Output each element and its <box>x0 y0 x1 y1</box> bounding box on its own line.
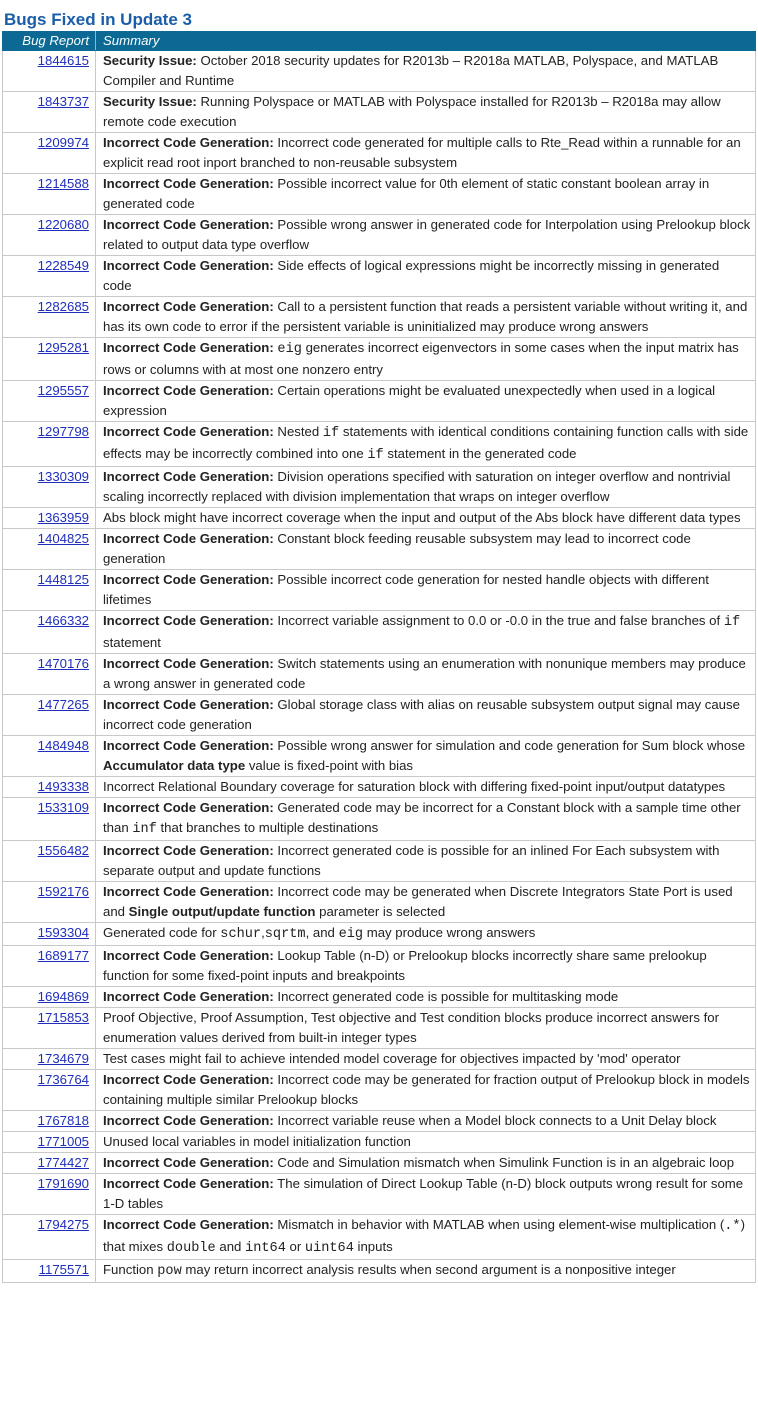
summary-bold-text: Incorrect Code Generation: <box>103 572 274 587</box>
summary-cell <box>96 1132 756 1153</box>
summary-text: Proof Objective, Proof Assumption, Test objective and Test condition blocks produce incorrect answers for enumeration values derived from built-in integer types <box>103 1010 719 1045</box>
bug-report-cell <box>3 174 96 215</box>
summary-code-text: sqrtm <box>264 927 306 942</box>
summary-code-text: pow <box>157 1264 182 1279</box>
bug-report-cell <box>3 570 96 611</box>
bug-report-cell <box>3 256 96 297</box>
table-row <box>3 736 756 777</box>
bug-report-link[interactable]: 1767818 <box>37 1113 89 1128</box>
column-header-summary: Summary <box>96 32 756 51</box>
summary-cell <box>96 654 756 695</box>
summary-text: Certain operations might be evaluated unexpectedly when used in a logical expression <box>103 383 716 418</box>
bug-report-link[interactable]: 1175571 <box>38 1262 89 1277</box>
table-row <box>3 798 756 841</box>
summary-text: The simulation of Direct Lookup Table (n-D) block outputs wrong result for some 1-D tables <box>103 1176 744 1211</box>
summary-text: Abs block might have incorrect coverage when the input and output of the Abs block have different data types <box>103 510 741 525</box>
bug-report-cell <box>3 923 96 946</box>
bug-report-link[interactable]: 1295557 <box>37 383 89 398</box>
bug-report-link[interactable]: 1228549 <box>37 258 89 273</box>
bug-report-link[interactable]: 1771005 <box>37 1134 89 1149</box>
summary-text: , <box>261 925 265 940</box>
summary-bold-text: Incorrect Code Generation: <box>103 217 274 232</box>
summary-code-text: if <box>322 426 340 441</box>
bug-report-link[interactable]: 1774427 <box>37 1155 89 1170</box>
table-row <box>3 923 756 946</box>
summary-code-text: schur <box>220 927 262 942</box>
summary-text: Unused local variables in model initialization function <box>103 1134 411 1149</box>
summary-code-text: eig <box>277 342 302 357</box>
summary-text: Incorrect code may be generated when Discrete Integrators State Port is used and <box>103 884 733 919</box>
table-row <box>3 1153 756 1174</box>
summary-bold-text: Incorrect Code Generation: <box>103 469 274 484</box>
summary-text: or <box>285 1239 305 1254</box>
table-row <box>3 215 756 256</box>
summary-bold-text: Incorrect Code Generation: <box>103 258 274 273</box>
bug-report-cell <box>3 422 96 467</box>
bug-report-link[interactable]: 1493338 <box>37 779 89 794</box>
summary-bold-text: Incorrect Code Generation: <box>103 383 274 398</box>
table-row <box>3 882 756 923</box>
bug-report-cell <box>3 736 96 777</box>
bug-report-cell <box>3 92 96 133</box>
summary-text: October 2018 security updates for R2013b – R2018a MATLAB, Polyspace, and MATLAB Compiler and Runtime <box>103 53 719 88</box>
table-row <box>3 1008 756 1049</box>
summary-text: statement in the generated code <box>383 446 577 461</box>
summary-text: Incorrect generated code is possible for multitasking mode <box>273 989 619 1004</box>
summary-code-text: inf <box>132 822 157 837</box>
summary-text: Test cases might fail to achieve intended model coverage for objectives impacted by 'mod' operator <box>103 1051 681 1066</box>
table-row <box>3 1070 756 1111</box>
bug-report-cell <box>3 508 96 529</box>
bug-report-link[interactable]: 1466332 <box>37 613 89 628</box>
bug-report-cell <box>3 338 96 381</box>
summary-cell <box>96 987 756 1008</box>
summary-text: Constant block feeding reusable subsystem may lead to incorrect code generation <box>103 531 691 566</box>
bug-report-link[interactable]: 1794275 <box>37 1217 89 1232</box>
summary-cell <box>96 529 756 570</box>
summary-cell <box>96 215 756 256</box>
summary-bold-text: Incorrect Code Generation: <box>103 697 274 712</box>
bug-report-link[interactable]: 1295281 <box>37 340 89 355</box>
bug-report-cell <box>3 946 96 987</box>
summary-bold-text: Incorrect Code Generation: <box>103 1072 274 1087</box>
summary-bold-text: Incorrect Code Generation: <box>103 656 274 671</box>
table-row <box>3 1132 756 1153</box>
summary-bold-text: Incorrect Code Generation: <box>103 1217 274 1232</box>
summary-text: statements with identical conditions containing function calls with side effects may be incorrectly combined into one <box>103 424 749 461</box>
summary-text: Division operations specified with saturation on integer overflow and nontrivial scaling incorrectly replaced with division implementation that wraps on integer overflow <box>103 469 731 504</box>
bug-report-link[interactable]: 1220680 <box>37 217 89 232</box>
summary-code-text: eig <box>338 927 364 942</box>
summary-text: Possible incorrect code generation for nested handle objects with different lifetimes <box>103 572 709 607</box>
summary-cell <box>96 611 756 654</box>
summary-code-text: uint64 <box>304 1241 354 1256</box>
summary-cell <box>96 570 756 611</box>
summary-text: Possible wrong answer in generated code for Interpolation using Prelookup block related to output data type overflow <box>103 217 751 252</box>
summary-text: Possible wrong answer for simulation and code generation for Sum block whose <box>273 738 746 753</box>
bug-table <box>2 31 756 1283</box>
summary-bold-text: Incorrect Code Generation: <box>103 531 274 546</box>
bug-report-link[interactable]: 1556482 <box>37 843 89 858</box>
summary-text: may return incorrect analysis results when second argument is a nonpositive integer <box>181 1262 676 1277</box>
summary-bold-text: Incorrect Code Generation: <box>103 884 274 899</box>
bug-report-link[interactable]: 1715853 <box>37 1010 89 1025</box>
table-body <box>3 51 756 1283</box>
table-row <box>3 92 756 133</box>
table-row <box>3 256 756 297</box>
bug-report-cell <box>3 1008 96 1049</box>
summary-text: Call to a persistent function that reads a persistent variable without writing it, and has its own code to error if the persistent variable is uninitialized may produce wrong answers <box>103 299 748 334</box>
summary-cell <box>96 1111 756 1132</box>
summary-cell <box>96 92 756 133</box>
summary-cell <box>96 133 756 174</box>
bug-report-cell <box>3 987 96 1008</box>
bug-report-link[interactable]: 1791690 <box>37 1176 89 1191</box>
table-row <box>3 946 756 987</box>
summary-cell <box>96 422 756 467</box>
summary-cell <box>96 1260 756 1283</box>
summary-bold-text: Incorrect Code Generation: <box>103 1155 274 1170</box>
summary-bold-text: Incorrect Code Generation: <box>103 340 274 355</box>
table-header <box>3 32 756 51</box>
bug-report-link[interactable]: 1404825 <box>37 531 89 546</box>
summary-code-text: .* <box>724 1219 741 1234</box>
bug-report-cell <box>3 467 96 508</box>
summary-cell <box>96 508 756 529</box>
table-row <box>3 338 756 381</box>
table-row <box>3 297 756 338</box>
summary-text: Side effects of logical expressions might be incorrectly missing in generated code <box>103 258 720 293</box>
table-row <box>3 1174 756 1215</box>
bug-report-cell <box>3 381 96 422</box>
summary-text: generates incorrect eigenvectors in some cases when the input matrix has rows or columns with at most one nonzero entry <box>103 340 739 377</box>
bug-report-link[interactable]: 1477265 <box>37 697 89 712</box>
summary-text: Code and Simulation mismatch when Simulink Function is in an algebraic loop <box>273 1155 735 1170</box>
summary-cell <box>96 467 756 508</box>
bug-report-cell <box>3 1215 96 1260</box>
summary-bold-text: Security Issue: <box>103 53 197 68</box>
summary-bold-text: Incorrect Code Generation: <box>103 989 274 1004</box>
table-row <box>3 1111 756 1132</box>
bug-report-cell <box>3 1260 96 1283</box>
summary-cell <box>96 798 756 841</box>
bug-report-cell <box>3 1132 96 1153</box>
summary-code-text: if <box>367 448 384 463</box>
summary-bold-text: Incorrect Code Generation: <box>103 1113 274 1128</box>
table-row <box>3 133 756 174</box>
summary-text: and <box>215 1239 246 1254</box>
summary-text: , and <box>305 925 339 940</box>
summary-text: Generated code may be incorrect for a Constant block with a sample time other than <box>103 800 741 835</box>
summary-cell <box>96 1070 756 1111</box>
summary-cell <box>96 297 756 338</box>
bug-report-cell <box>3 695 96 736</box>
summary-bold-text: Incorrect Code Generation: <box>103 948 274 963</box>
summary-cell <box>96 1174 756 1215</box>
bug-report-link[interactable]: 1843737 <box>37 94 89 109</box>
bug-report-link[interactable]: 1689177 <box>37 948 89 963</box>
summary-text: Function <box>103 1262 158 1277</box>
summary-text: Nested <box>273 424 323 439</box>
summary-cell <box>96 1049 756 1070</box>
summary-text: Generated code for <box>103 925 221 940</box>
summary-cell <box>96 841 756 882</box>
summary-bold-text: Incorrect Code Generation: <box>103 176 274 191</box>
bug-report-link[interactable]: 1209974 <box>37 135 89 150</box>
bug-report-link[interactable]: 1533109 <box>37 800 89 815</box>
bug-report-cell <box>3 1111 96 1132</box>
summary-cell <box>96 1153 756 1174</box>
column-header-bug-report: Bug Report <box>3 32 96 51</box>
bug-report-cell <box>3 529 96 570</box>
table-row <box>3 1049 756 1070</box>
bug-report-link[interactable]: 1734679 <box>37 1051 89 1066</box>
summary-text: Incorrect code may be generated for fraction output of Prelookup block in models containing multiple similar Prelookup blocks <box>103 1072 750 1107</box>
summary-cell <box>96 1008 756 1049</box>
bug-report-link[interactable]: 1297798 <box>37 424 89 439</box>
summary-cell <box>96 882 756 923</box>
bug-report-link[interactable]: 1448125 <box>37 572 89 587</box>
summary-cell <box>96 51 756 92</box>
table-row <box>3 51 756 92</box>
bug-report-cell <box>3 841 96 882</box>
bug-report-cell <box>3 133 96 174</box>
summary-bold-text: Accumulator data type <box>103 758 246 773</box>
summary-text: Lookup Table (n-D) or Prelookup blocks incorrectly share same prelookup function for some fixed-point inputs and breakpoints <box>103 948 707 983</box>
bug-report-cell <box>3 654 96 695</box>
summary-code-text: int64 <box>245 1241 286 1256</box>
summary-cell <box>96 777 756 798</box>
summary-text: Possible incorrect value for 0th element of static constant boolean array in generated code <box>103 176 710 211</box>
bug-report-link[interactable]: 1844615 <box>37 53 89 68</box>
bug-report-link[interactable]: 1214588 <box>37 176 89 191</box>
summary-text: Global storage class with alias on reusable subsystem output signal may cause incorrect code generation <box>103 697 740 732</box>
summary-cell <box>96 381 756 422</box>
summary-text: Incorrect variable reuse when a Model block connects to a Unit Delay block <box>273 1113 717 1128</box>
summary-bold-text: Single output/update function <box>128 904 316 919</box>
table-row <box>3 508 756 529</box>
table-row <box>3 467 756 508</box>
bug-report-link[interactable]: 1484948 <box>37 738 89 753</box>
summary-text: Incorrect code generated for multiple calls to Rte_Read within a runnable for an explicit read root inport branched to non-reusable subsystem <box>103 135 741 170</box>
summary-text: Incorrect variable assignment to 0.0 or -0.0 in the true and false branches of <box>273 613 724 628</box>
summary-cell <box>96 946 756 987</box>
summary-bold-text: Incorrect Code Generation: <box>103 800 274 815</box>
summary-cell <box>96 923 756 946</box>
bug-report-cell <box>3 51 96 92</box>
bug-report-cell <box>3 297 96 338</box>
bug-report-link[interactable]: 1470176 <box>37 656 89 671</box>
bug-report-link[interactable]: 1363959 <box>37 510 89 525</box>
table-row <box>3 529 756 570</box>
summary-bold-text: Incorrect Code Generation: <box>103 299 274 314</box>
summary-text: Incorrect generated code is possible for an inlined For Each subsystem with separate output and update functions <box>103 843 720 878</box>
summary-cell <box>96 256 756 297</box>
table-row <box>3 841 756 882</box>
bug-report-link[interactable]: 1694869 <box>37 989 89 1004</box>
table-row <box>3 174 756 215</box>
summary-text: Switch statements using an enumeration with nonunique members may produce a wrong answer in generated code <box>103 656 746 691</box>
table-row <box>3 1260 756 1283</box>
summary-code-text: double <box>166 1241 216 1256</box>
table-row <box>3 422 756 467</box>
summary-cell <box>96 1215 756 1260</box>
summary-text: Mismatch in behavior with MATLAB when using element-wise multiplication ( <box>273 1217 725 1232</box>
summary-cell <box>96 338 756 381</box>
bug-report-cell <box>3 611 96 654</box>
summary-text: ) that mixes <box>103 1217 745 1254</box>
summary-text: inputs <box>353 1239 393 1254</box>
bug-report-cell <box>3 1049 96 1070</box>
page-title: Bugs Fixed in Update 3 <box>4 10 192 29</box>
summary-cell <box>96 174 756 215</box>
summary-text: Incorrect Relational Boundary coverage for saturation block with differing fixed-point input/output datatypes <box>103 779 726 794</box>
summary-text: value is fixed-point with bias <box>245 758 414 773</box>
summary-bold-text: Incorrect Code Generation: <box>103 738 274 753</box>
table-row <box>3 654 756 695</box>
summary-bold-text: Incorrect Code Generation: <box>103 843 274 858</box>
bug-report-link[interactable]: 1330309 <box>37 469 89 484</box>
bug-report-cell <box>3 882 96 923</box>
bug-report-link[interactable]: 1593304 <box>37 925 89 940</box>
summary-text: parameter is selected <box>315 904 446 919</box>
summary-text: statement <box>103 635 161 650</box>
table-row <box>3 695 756 736</box>
summary-bold-text: Incorrect Code Generation: <box>103 613 274 628</box>
table-row <box>3 611 756 654</box>
bug-report-cell <box>3 798 96 841</box>
summary-cell <box>96 736 756 777</box>
bug-report-link[interactable]: 1736764 <box>37 1072 89 1087</box>
summary-bold-text: Incorrect Code Generation: <box>103 1176 274 1191</box>
table-row <box>3 381 756 422</box>
bug-report-cell <box>3 1174 96 1215</box>
summary-bold-text: Security Issue: <box>103 94 197 109</box>
summary-text: may produce wrong answers <box>363 925 536 940</box>
summary-text: Running Polyspace or MATLAB with Polyspace installed for R2013b – R2018a may allow remote code execution <box>103 94 721 129</box>
summary-cell <box>96 695 756 736</box>
bug-report-link[interactable]: 1592176 <box>37 884 89 899</box>
bug-report-link[interactable]: 1282685 <box>37 299 89 314</box>
summary-bold-text: Incorrect Code Generation: <box>103 424 274 439</box>
table-row <box>3 777 756 798</box>
bug-report-cell <box>3 215 96 256</box>
table-row <box>3 1215 756 1260</box>
summary-text: that branches to multiple destinations <box>156 820 379 835</box>
bug-report-cell <box>3 1153 96 1174</box>
summary-code-text: if <box>723 615 741 630</box>
summary-bold-text: Incorrect Code Generation: <box>103 135 274 150</box>
bug-report-cell <box>3 1070 96 1111</box>
table-row <box>3 570 756 611</box>
bug-report-cell <box>3 777 96 798</box>
table-row <box>3 987 756 1008</box>
